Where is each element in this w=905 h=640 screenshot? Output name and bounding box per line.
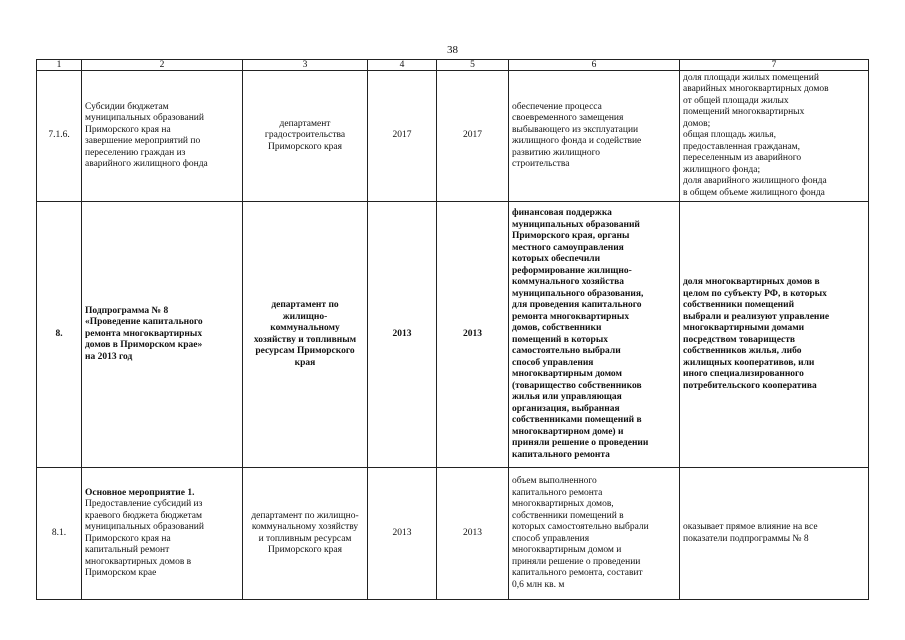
page-number: 38 <box>447 44 458 56</box>
row-name: Субсидии бюджетам муниципальных образований Приморского края на завершение мероприятий по переселению граждан из аварийного жилищного фонда <box>82 71 243 202</box>
header-cell-6: 6 <box>509 60 680 71</box>
program-table <box>36 59 869 600</box>
row-start-year: 2013 <box>368 468 437 600</box>
header-cell-7: 7 <box>680 60 869 71</box>
row-indicators: доля площади жилых помещений аварийных многоквартирных домов от общей площади жилых помещений многоквартирных домов; общая площадь жилья, предоставленная гражданам, переселенным из аварийного жилищного фонда; доля аварийного жилищного фонда в общем объеме жилищного фонда <box>680 71 869 202</box>
header-row <box>37 60 869 71</box>
table-row <box>37 202 869 468</box>
header-cell-3: 3 <box>243 60 368 71</box>
row-name: Подпрограмма № 8 «Проведение капитального ремонта многоквартирных домов в Приморском крае» на 2013 год <box>82 202 243 468</box>
row-department: департамент по жилищно- коммунальному хозяйству и топливным ресурсам Приморского края <box>243 202 368 468</box>
row-result: обеспечение процесса своевременного замещения выбывающего из эксплуатации жилищного фонда и содействие развитию жилищного строительства <box>509 71 680 202</box>
row-indicators: доля многоквартирных домов в целом по субъекту РФ, в которых собственники помещений выбрали и реализуют управление многоквартирными домами посредством товариществ собственников жилья, либо жилищных кооперативов, или иного специализированного потребительского кооператива <box>680 202 869 468</box>
row-end-year: 2017 <box>437 71 509 202</box>
header-cell-4: 4 <box>368 60 437 71</box>
table-row <box>37 468 869 600</box>
row-number: 8.1. <box>37 468 82 600</box>
header-cell-1: 1 <box>37 60 82 71</box>
header-cell-2: 2 <box>82 60 243 71</box>
row-result: финансовая поддержка муниципальных образований Приморского края, органы местного самоуправления которых обеспечили реформирование жилищно- коммунального хозяйства муниципального образования, для проведения капитального ремонта многоквартирных домов, собственники помещений в которых самостоятельно выбрали способ управления многоквартирным домом (товарищество собственников жилья или управляющая организация, выбранная собственниками помещений в многоквартирном доме) и приняли решение о проведении капитального ремонта <box>509 202 680 468</box>
row-end-year: 2013 <box>437 202 509 468</box>
row-indicators: оказывает прямое влияние на все показатели подпрограммы № 8 <box>680 468 869 600</box>
row-result: объем выполненного капитального ремонта многоквартирных домов, собственники помещений в которых самостоятельно выбрали способ управления многоквартирным домом и приняли решение о проведении капитального ремонта, составит 0,6 млн кв. м <box>509 468 680 600</box>
row-start-year: 2013 <box>368 202 437 468</box>
row-end-year: 2013 <box>437 468 509 600</box>
table-row <box>37 71 869 202</box>
row-name-title: Основное мероприятие 1. <box>85 487 195 498</box>
header-cell-5: 5 <box>437 60 509 71</box>
row-name: Основное мероприятие 1. Предоставление субсидий из краевого бюджета бюджетам муниципальных образований Приморского края на капитальный ремонт многоквартирных домов в Приморском крае <box>82 468 243 600</box>
row-department: департамент градостроительства Приморского края <box>243 71 368 202</box>
row-number: 8. <box>37 202 82 468</box>
row-number: 7.1.6. <box>37 71 82 202</box>
row-start-year: 2017 <box>368 71 437 202</box>
row-department: департамент по жилищно- коммунальному хозяйству и топливным ресурсам Приморского края <box>243 468 368 600</box>
